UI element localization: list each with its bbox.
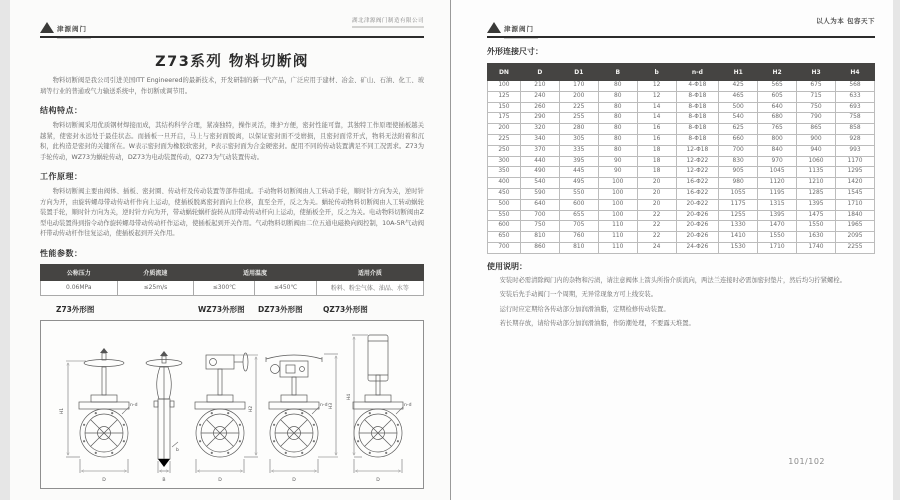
- usage-item: 安装后先手动阀门一个周期，无异常现象方可上线安装。: [499, 291, 658, 299]
- column-header: H4: [836, 64, 875, 81]
- column-header: D1: [559, 64, 598, 81]
- column-header: D: [520, 64, 559, 81]
- usage-list: [487, 276, 875, 330]
- performance-value-row: 0.06MPa ≤25m/s ≤300℃ ≤450℃ 粉料、粉尘气体、油品、水等: [41, 280, 424, 295]
- svg-text:n-d: n-d: [130, 402, 138, 408]
- intro-paragraph: 物料切断阀是我公司引进美国ITT Engineered的最新技术，开发研制的新一代产品，广泛应用于建材、冶金、矿山、石油、化工、玻璃等行业的普通或气力输送系统中，作切断或调节用。: [40, 77, 424, 95]
- brand-logo-text: 津源阀门: [504, 16, 538, 39]
- svg-text:D: D: [218, 477, 222, 483]
- dims-table-head-row: [488, 64, 875, 81]
- company-subtext-bar: [352, 26, 424, 28]
- table-row: 400 540 495 100 20 16-Φ22 980 1120 1210 1420: [488, 178, 875, 189]
- table-row: 500 640 600 100 20 20-Φ22 1175 1315 1395 1710: [488, 199, 875, 210]
- svg-text:D: D: [292, 477, 296, 483]
- svg-text:H3: H3: [329, 402, 334, 409]
- column-header: H1: [719, 64, 758, 81]
- header-rule: [487, 36, 875, 39]
- valve-drawings: [41, 321, 423, 488]
- company-name-block: [352, 18, 424, 28]
- table-row: 150 260 225 80 14 8-Φ18 500 640 750 693: [488, 102, 875, 113]
- table-row: 300 440 395 90 18 12-Φ22 830 970 1060 1170: [488, 156, 875, 167]
- slogan-block: [816, 18, 875, 26]
- page-right: [450, 0, 893, 500]
- dims-heading: 外形连接尺寸：: [487, 47, 543, 56]
- valve-z73-side: [146, 351, 182, 483]
- figure-box: [40, 320, 424, 489]
- valve-wz73: [195, 353, 258, 483]
- brand-logo-text: 津源阀门: [57, 16, 91, 39]
- figure-label: QZ73外形图: [323, 304, 368, 314]
- table-row: 175 290 255 80 14 8-Φ18 540 680 790 758: [488, 113, 875, 124]
- valve-dz73: [266, 354, 338, 483]
- usage-item: 安装时必需清除阀门内的杂物和污渍，请注意阀体上箭头所指介质流向，两法兰连接时必需加密封垫片，然后均匀拧紧螺栓。: [499, 276, 846, 284]
- svg-text:n-d: n-d: [320, 402, 328, 408]
- slogan-text: 以人为本 包容天下: [816, 17, 875, 25]
- table-row: 350 490 445 90 18 12-Φ22 905 1045 1135 1295: [488, 167, 875, 178]
- svg-text:B: B: [162, 477, 166, 483]
- usage-item: 若长期存放，请给传动部分加润滑油脂，作防潮处理，不要露天堆置。: [499, 320, 695, 328]
- company-name: 湖北津源阀门制造有限公司: [351, 18, 424, 24]
- section-heading-performance: 性能参数：: [40, 248, 83, 258]
- svg-text:D: D: [376, 477, 380, 483]
- column-header: B: [598, 64, 637, 81]
- table-row: 700 860 810 110 24 24-Φ26 1530 1710 1740 2255: [488, 242, 875, 253]
- column-header: b: [637, 64, 676, 81]
- performance-table: [40, 264, 424, 296]
- svg-text:H1: H1: [60, 407, 65, 414]
- table-row: 650 810 760 110 22 20-Φ26 1410 1550 1630 2095: [488, 232, 875, 243]
- dimension-table: [487, 63, 875, 254]
- page-title: Z73系列 物料切断阀: [155, 54, 309, 70]
- performance-header-row: 公称压力 介质流速 适用温度 适用介质: [41, 264, 424, 280]
- figure-label: WZ73外形图: [198, 304, 245, 314]
- svg-text:H2: H2: [249, 405, 254, 412]
- page-right-header: [487, 16, 875, 38]
- svg-text:n-d: n-d: [404, 402, 412, 408]
- header-rule: [40, 36, 424, 39]
- table-row: 225 340 305 80 16 8-Φ18 660 800 900 928: [488, 134, 875, 145]
- usage-heading: 使用说明：: [487, 261, 527, 271]
- table-row: 100 210 170 80 12 4-Φ18 425 565 675 568: [488, 81, 875, 92]
- column-header: n-d: [676, 64, 719, 81]
- section-body-principle: 物料切断阀主要由阀体、插板、密封圈、传动杆及传动装置等部件组成。手动物料切断阀由人工转动手轮，顺时针方向为关，逆时针方向为开，由旋转螺母带动传动杆作向上运动，使插板脱离密封面向上位移，直至全开，反之为关。蜗轮传动物料切断阀由人工转动蜗轮装置手轮，顺时针方向为关，逆时针方向为开，带动蜗轮蜗杆旋转从而带动传动杆向上运动，使插板全开，反之为关。电动物料切断阀由Z型电动装置得到指令动作旋转螺母带动传动杆作运动，使插板起到开关作用。气动物料切断阀由二位五通电磁换向阀控制，10A-5R气动阀杆带动传动杆作往复运动，使插板起到开关作用。: [40, 188, 424, 237]
- valve-z73-front: [59, 348, 138, 483]
- usage-item: 运行时应定期给各传动部分加润滑油脂，定期检修传动装置。: [499, 305, 670, 313]
- valve-qz73: [346, 335, 412, 483]
- figure-label: DZ73外形图: [258, 304, 303, 314]
- svg-text:b: b: [176, 447, 179, 453]
- table-row: 250 370 335 80 18 12-Φ18 700 840 940 993: [488, 145, 875, 156]
- brand-logo-icon: [487, 22, 501, 33]
- page-left: [10, 0, 450, 500]
- figure-label: Z73外形图: [56, 304, 95, 314]
- column-header: H3: [797, 64, 836, 81]
- page-number: 101/102: [788, 457, 825, 466]
- table-row: 200 320 280 80 16 8-Φ18 625 765 865 858: [488, 124, 875, 135]
- page-left-header: [40, 16, 424, 38]
- dims-table-body: [488, 81, 875, 254]
- section-body-structure: 物料切断阀采用优质钢材焊接而成，其结构科学合理，紧凑独特，操作灵活，维护方便，密封性能可靠，其独特工作原理使插板越关越紧，使密封永远处于最佳状态。而插板一旦开启，马上与密封面脱离，以保证密封面不受磨损，且密封面常开式，物料无法附着和沉积，此构造是密封的关键所在。W表示密封面为橡胶软密封，P表示密封面为合金硬密封。配用不同的传动装置满足不同工况需求。Z73为手轮传动，WZ73为蜗轮传动，DZ73为电动装置传动，QZ73为气动装置传动。: [40, 122, 424, 161]
- column-header: DN: [488, 64, 521, 81]
- section-heading-structure: 结构特点：: [40, 106, 83, 115]
- figure-labels: [40, 304, 424, 316]
- svg-text:H4: H4: [347, 393, 352, 400]
- table-row: 450 590 550 100 20 16-Φ22 1055 1195 1285 1545: [488, 188, 875, 199]
- table-row: 125 240 200 80 12 8-Φ18 465 605 715 633: [488, 91, 875, 102]
- column-header: H2: [758, 64, 797, 81]
- table-row: 600 750 705 110 22 20-Φ26 1330 1470 1550 1965: [488, 221, 875, 232]
- svg-text:D: D: [102, 477, 106, 483]
- section-heading-principle: 工作原理：: [40, 172, 83, 181]
- brand-logo-icon: [40, 22, 54, 33]
- table-row: 550 700 655 100 22 20-Φ26 1255 1395 1475 1840: [488, 210, 875, 221]
